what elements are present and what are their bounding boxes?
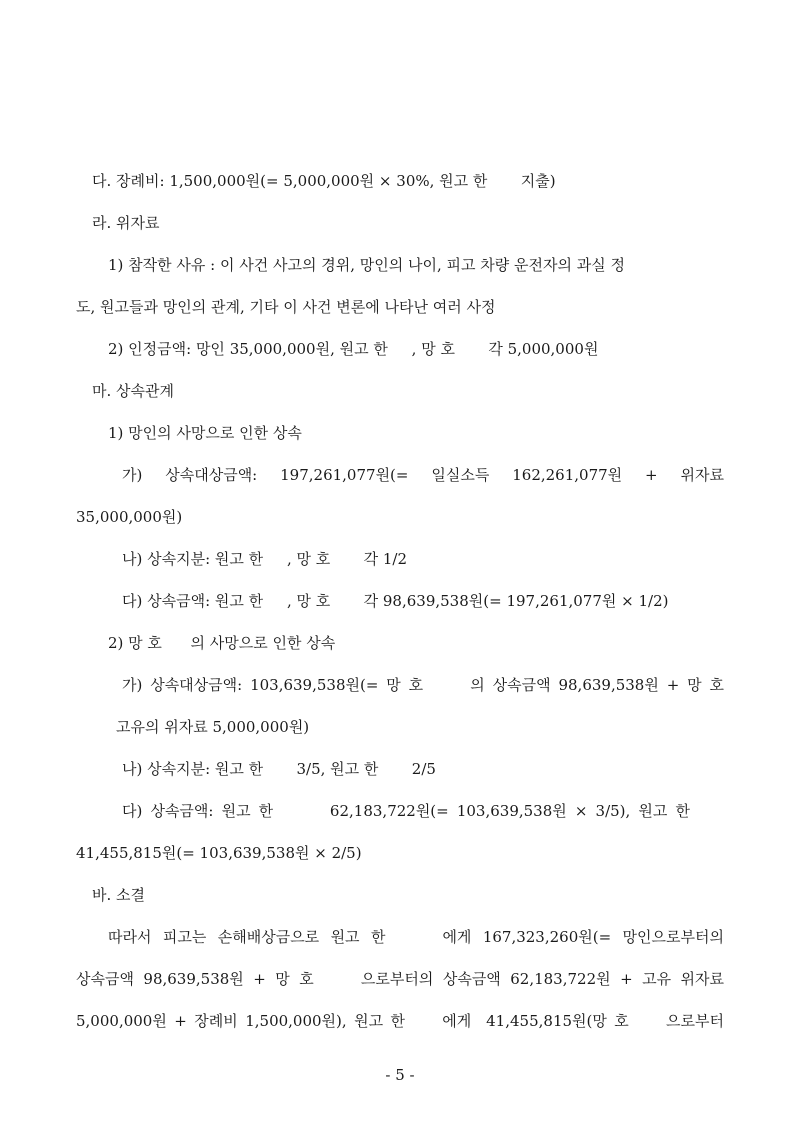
inheritance-1-share: 나) 상속지분: 원고 한 , 망 호 각 1/2 bbox=[122, 550, 408, 568]
inheritance-1-amount: 다) 상속금액: 원고 한 , 망 호 각 98,639,538원(= 197,261,077원 × 1/2) bbox=[122, 592, 669, 610]
inheritance-2-target-line2: 고유의 위자료 5,000,000원) bbox=[116, 718, 310, 736]
section-ba-conclusion: 바. 소결 bbox=[92, 886, 146, 904]
conclusion-line2: 상속금액 98,639,538원 + 망 호 으로부터의 상속금액 62,183,722원 + 고유 위자료 bbox=[76, 970, 724, 988]
inheritance-2-target-line1: 가) 상속대상금액: 103,639,538원(= 망 호 의 상속금액 98,639,538원 + 망 호 bbox=[122, 676, 724, 694]
inheritance-2-share: 나) 상속지분: 원고 한 3/5, 원고 한 2/5 bbox=[122, 760, 436, 778]
inheritance-1-target-line1: 가) 상속대상금액: 197,261,077원(= 일실소득 162,261,077원 + 위자료 bbox=[122, 466, 724, 484]
inheritance-2-heading: 2) 망 호 의 사망으로 인한 상속 bbox=[108, 634, 336, 652]
conclusion-line3: 5,000,000원 + 장례비 1,500,000원), 원고 한 에게 41,455,815원(망 호 으로부터 bbox=[76, 1012, 724, 1030]
consolation-amount: 2) 인정금액: 망인 35,000,000원, 원고 한 , 망 호 각 5,000,000원 bbox=[108, 340, 599, 358]
consolation-reasons-line2: 도, 원고들과 망인의 관계, 기타 이 사건 변론에 나타난 여러 사정 bbox=[76, 298, 496, 316]
page-number: - 5 - bbox=[385, 1066, 415, 1084]
section-ra-consolation: 라. 위자료 bbox=[92, 214, 160, 232]
section-da-funeral: 다. 장례비: 1,500,000원(= 5,000,000원 × 30%, 원고 한 지출) bbox=[92, 172, 556, 190]
inheritance-1-target-line2: 35,000,000원) bbox=[76, 508, 183, 526]
inheritance-2-amount-line1: 다) 상속금액: 원고 한 62,183,722원(= 103,639,538원 × 3/5), 원고 한 bbox=[122, 802, 690, 820]
consolation-reasons-line1: 1) 참작한 사유 : 이 사건 사고의 경위, 망인의 나이, 피고 차량 운전자의 과실 정 bbox=[108, 256, 625, 274]
section-ma-inheritance: 마. 상속관계 bbox=[92, 382, 174, 400]
inheritance-2-amount-line2: 41,455,815원(= 103,639,538원 × 2/5) bbox=[76, 844, 362, 862]
conclusion-line1: 따라서 피고는 손해배상금으로 원고 한 에게 167,323,260원(= 망인으로부터의 bbox=[108, 928, 724, 946]
inheritance-1-heading: 1) 망인의 사망으로 인한 상속 bbox=[108, 424, 302, 442]
